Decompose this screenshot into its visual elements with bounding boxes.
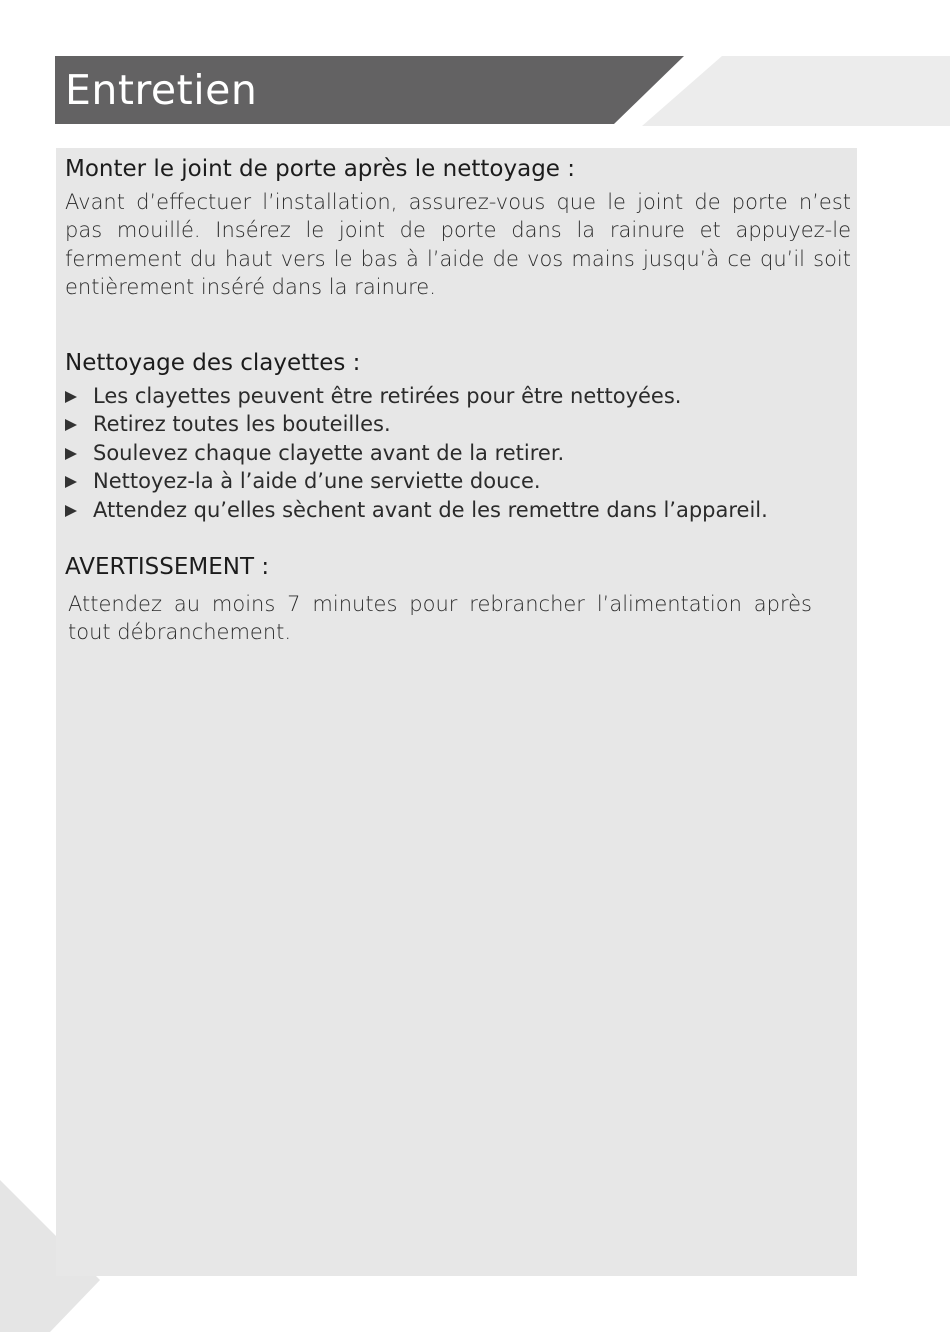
list-item xyxy=(65,439,851,467)
triangle-bullet-icon xyxy=(65,476,77,488)
door-seal-section xyxy=(65,154,851,302)
shelves-list xyxy=(65,382,851,524)
door-seal-text: Avant d’effectuer l’installation, assurez-vous que le joint de porte n’est pas mouillé. Insérez le joint de porte dans la rainure et appuyez-le fermement du haut vers le bas à l’aide de vos mains jusqu’à ce qu’il soit entièrement inséré dans la rainure. xyxy=(65,190,851,300)
list-item-text: Nettoyez-la à l’aide d’une serviette douce. xyxy=(93,469,541,494)
list-item-text: Soulevez chaque clayette avant de la retirer. xyxy=(93,440,565,465)
warning-heading: AVERTISSEMENT : xyxy=(65,554,270,580)
list-item-text: Attendez qu’elles sèchent avant de les remettre dans l’appareil. xyxy=(93,497,768,522)
list-item xyxy=(65,410,851,438)
triangle-bullet-icon xyxy=(65,505,77,517)
shelves-section xyxy=(65,348,851,524)
content-panel xyxy=(56,148,857,1276)
warning-section xyxy=(65,552,851,647)
shelves-heading: Nettoyage des clayettes : xyxy=(65,350,361,376)
triangle-bullet-icon xyxy=(65,419,77,431)
list-item xyxy=(65,467,851,495)
list-item xyxy=(65,496,851,524)
door-seal-heading: Monter le joint de porte après le nettoyage : xyxy=(65,156,575,182)
list-item-text: Retirez toutes les bouteilles. xyxy=(93,412,391,437)
triangle-bullet-icon xyxy=(65,448,77,460)
list-item-text: Les clayettes peuvent être retirées pour être nettoyées. xyxy=(93,384,682,408)
page-title: Entretien xyxy=(65,66,258,114)
triangle-bullet-icon xyxy=(65,391,77,403)
warning-text: Attendez au moins 7 minutes pour rebrancher l’alimentation après tout débranchement. xyxy=(68,592,812,645)
header-tab xyxy=(642,56,950,126)
list-item xyxy=(65,382,851,410)
